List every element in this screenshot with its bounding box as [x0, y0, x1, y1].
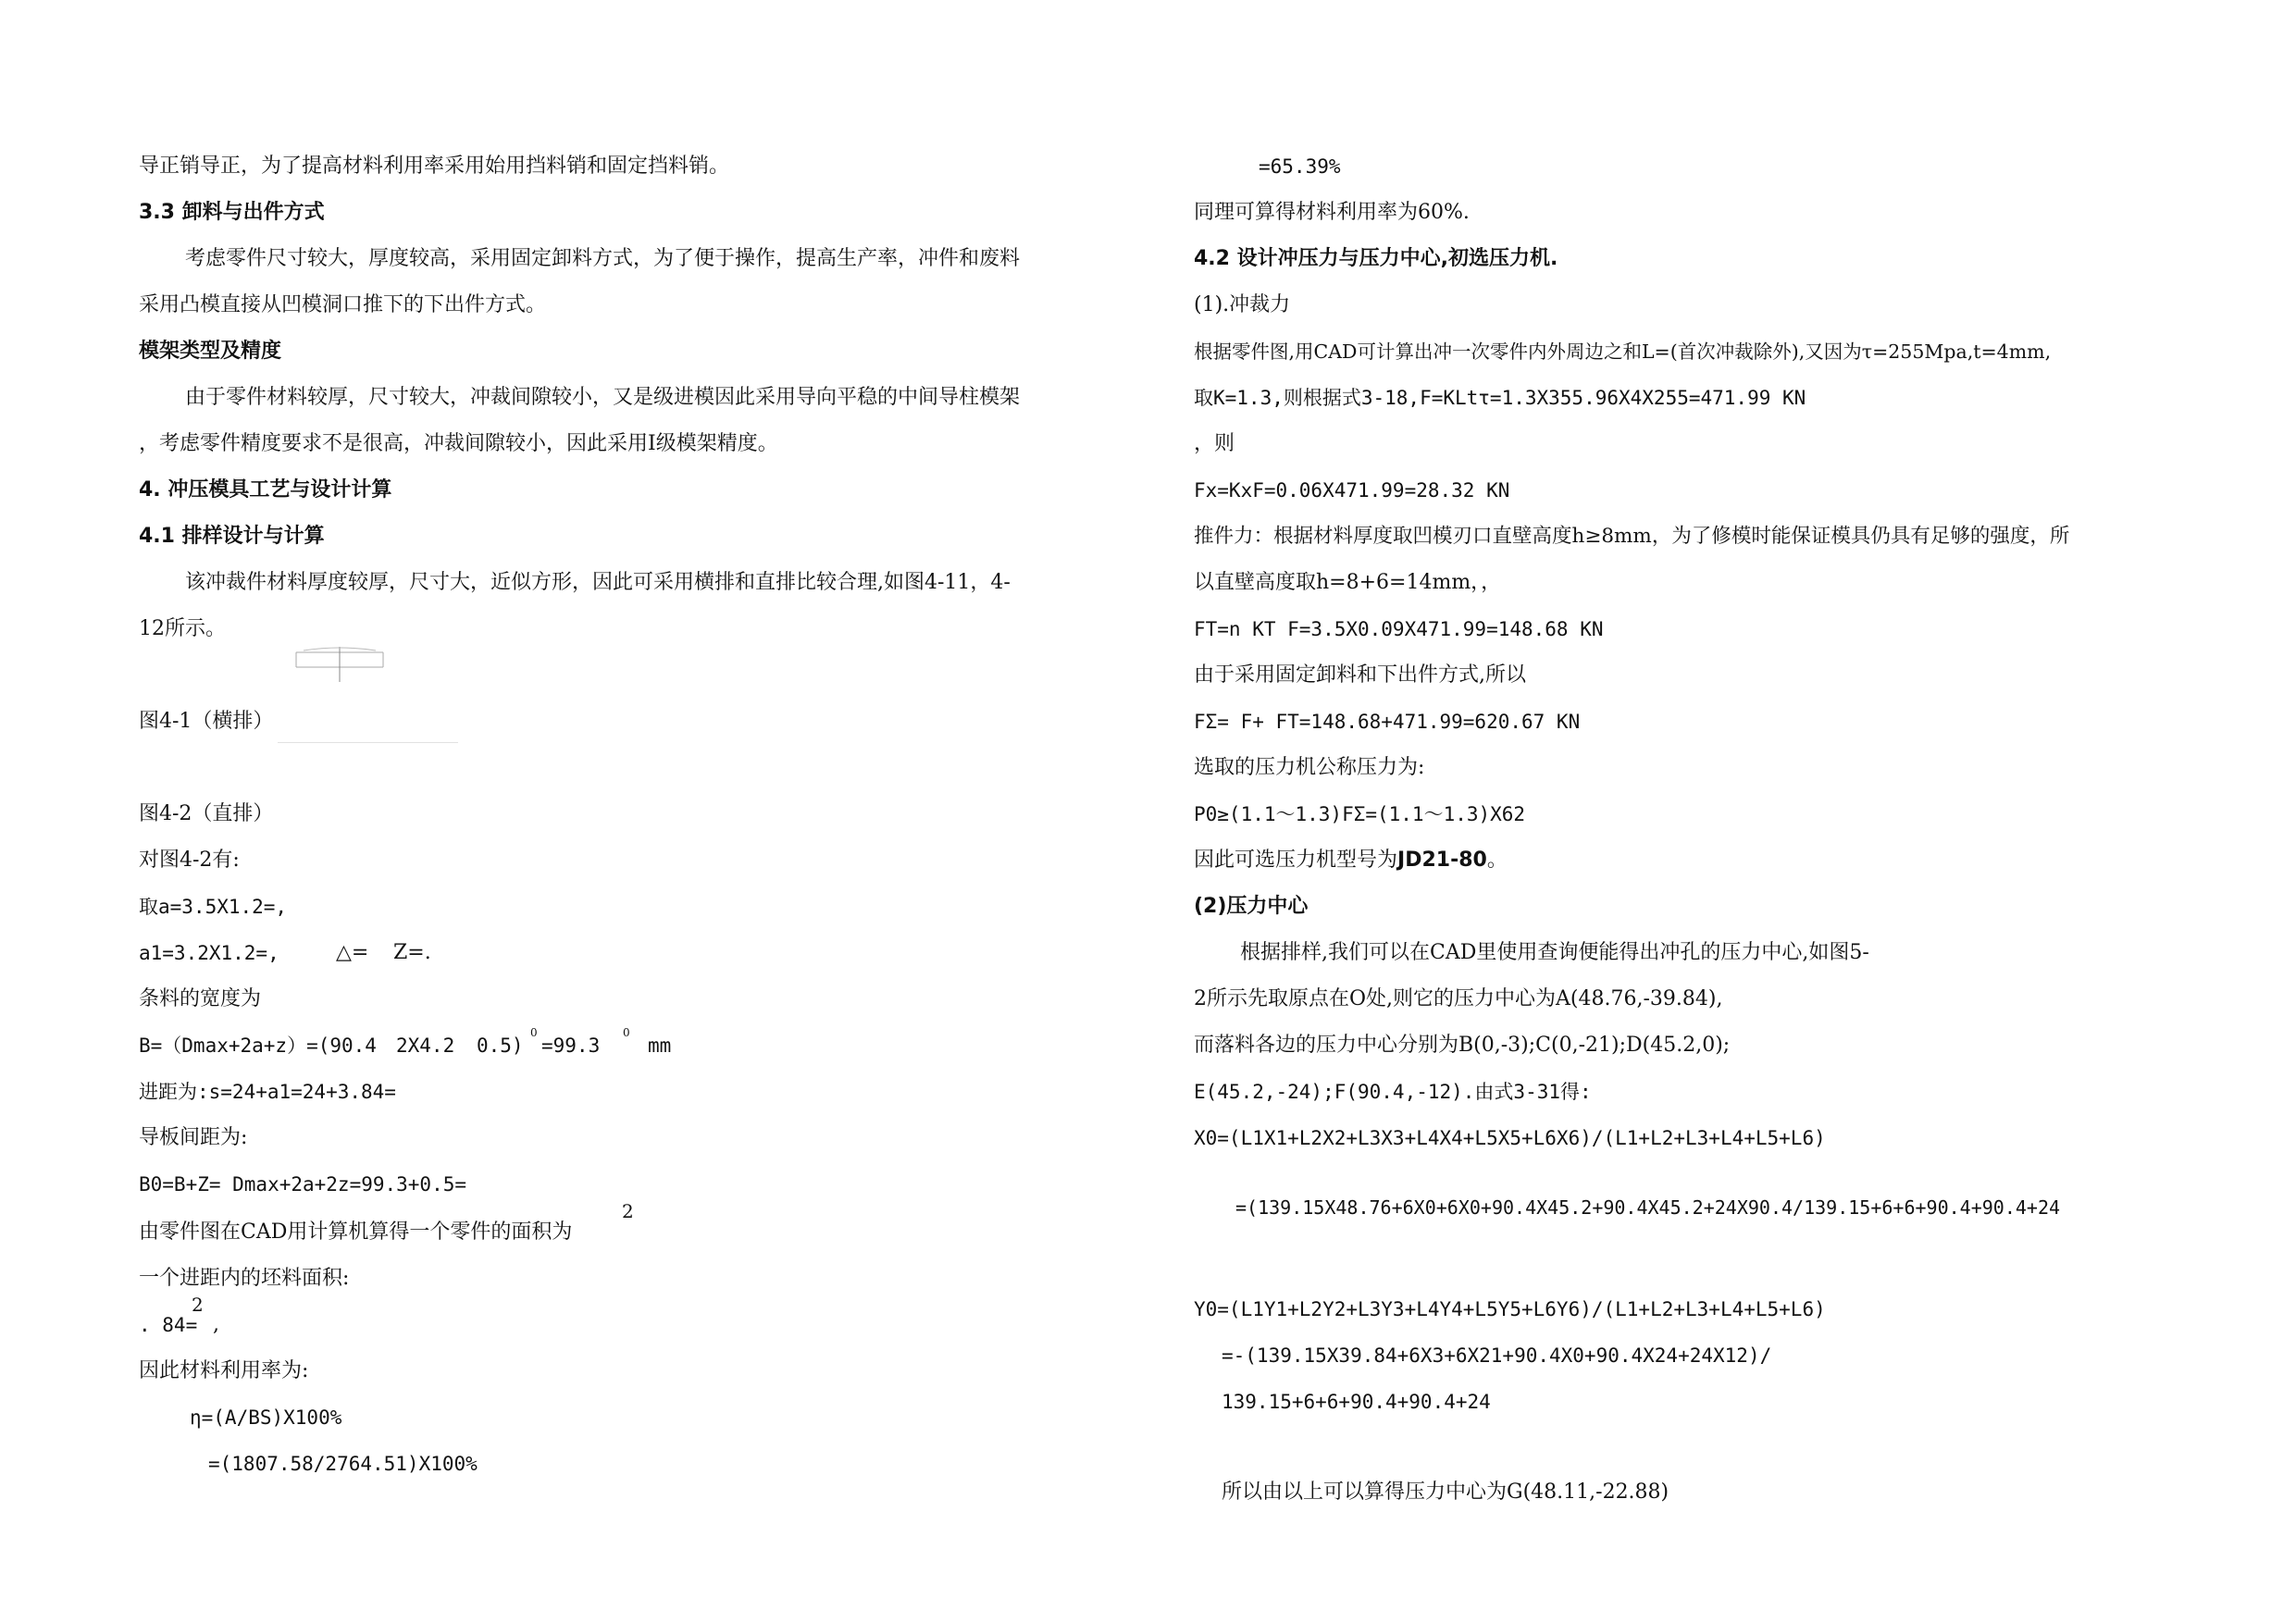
calc-line: =99.3 — [541, 1035, 601, 1057]
calc-line: B0=B+Z= Dmax+2a+2z=99.3+0.5= — [139, 1173, 467, 1196]
calc-line: mm — [648, 1035, 672, 1057]
calc-line: =(139.15X48.76+6X0+6X0+90.4X45.2+90.4X45.2+24X90.4/139.15+6+6+90.4+90.4+24 — [1235, 1196, 2061, 1219]
paragraph-line: 12所示。 — [139, 617, 226, 640]
paragraph-line: 推件力：根据材料厚度取凹模刃口直壁高度h≥8mm，为了修模时能保证模具仍具有足够的强度，所 — [1194, 525, 2070, 548]
calc-line: Y0=(L1Y1+L2Y2+L3Y3+L4Y4+L5Y5+L6Y6)/(L1+L2+L3+L4+L5+L6) — [1194, 1298, 1826, 1320]
paragraph-line: 同理可算得材料利用率为60%. — [1194, 201, 1470, 224]
superscript: 0 — [530, 1026, 538, 1039]
paragraph-line: 导正销导正，为了提高材料利用率采用始用挡料销和固定挡料销。 — [139, 155, 730, 178]
paragraph-line: 以直壁高度取h=8+6=14mm，， — [1194, 571, 1502, 594]
calc-line: 取K=1.3,则根据式3-18,F=KLtτ=1.3X355.96X4X255=471.99 KN — [1194, 387, 1806, 409]
calc-line: Z=. — [393, 941, 431, 964]
calc-line: B=（Dmax+2a+z）=(90.4 — [139, 1035, 377, 1057]
calc-line: FT=n KT F=3.5X0.09X471.99=148.68 KN — [1194, 618, 1604, 640]
calc-line: 0.5) — [477, 1035, 524, 1057]
calc-line: 取a=3.5X1.2=, — [139, 896, 288, 918]
calc-line: X0=(L1X1+L2X2+L3X3+L4X4+L5X5+L6X6)/(L1+L2+L3+L4+L5+L6) — [1194, 1127, 1826, 1149]
superscript: 2 — [622, 1200, 634, 1222]
paragraph-line: 根据排样,我们可以在CAD里使用查询便能得出冲孔的压力中心,如图5- — [1240, 941, 1869, 964]
paragraph-line: 2所示先取原点在O处,则它的压力中心为A(48.76,-39.84), — [1194, 987, 1723, 1010]
calc-line: 由零件图在CAD用计算机算得一个零件的面积为 — [139, 1220, 573, 1244]
calc-line: E(45.2,-24);F(90.4,-12).由式3-31得: — [1194, 1081, 1592, 1103]
superscript: 0 — [623, 1026, 630, 1039]
paragraph-line: 考虑零件尺寸较大，厚度较高，采用固定卸料方式，为了便于操作，提高生产率，冲件和废料 — [185, 247, 1021, 270]
paragraph-text: 。 — [1486, 849, 1508, 872]
paragraph-line: ，则 — [1194, 432, 1235, 455]
calc-line: △= — [336, 941, 369, 964]
figure-caption: 图4-2（直排） — [139, 802, 274, 825]
calc-line: FΣ= F+ FT=148.68+471.99=620.67 KN — [1194, 711, 1581, 733]
paragraph-line: 所以由以上可以算得压力中心为G(48.11,-22.88) — [1222, 1481, 1669, 1504]
calc-line: η=(A/BS)X100% — [190, 1406, 342, 1429]
calc-line: 导板间距为: — [139, 1126, 248, 1149]
paragraph-line: 选取的压力机公称压力为: — [1194, 756, 1425, 779]
calc-line: 一个进距内的坯料面积: — [139, 1267, 350, 1290]
paragraph-line: (1).冲裁力 — [1194, 293, 1291, 316]
calc-line: 2X4.2 — [396, 1035, 455, 1057]
calc-line: 因此材料利用率为: — [139, 1359, 309, 1382]
section-heading-3-3: 3.3 卸料与出件方式 — [139, 201, 325, 224]
layout-figure-sketch — [294, 643, 387, 685]
section-heading-4: 4. 冲压模具工艺与设计计算 — [139, 478, 392, 502]
calc-line: 对图4-2有: — [139, 849, 240, 872]
paragraph-line: 由于采用固定卸料和下出件方式,所以 — [1194, 663, 1526, 687]
paragraph-text: 因此可选压力机型号为 — [1194, 849, 1398, 872]
press-model: JD21-80 — [1397, 849, 1487, 872]
calc-line: P0≥(1.1～1.3)FΣ=(1.1～1.3)X62 — [1194, 803, 1526, 825]
paragraph-line: ，考虑零件精度要求不是很高，冲裁间隙较小，因此采用Ⅰ级模架精度。 — [139, 432, 778, 455]
calc-line: =(1807.58/2764.51)X100% — [208, 1453, 478, 1475]
section-heading-4-1: 4.1 排样设计与计算 — [139, 525, 325, 548]
calc-line: . 84= — [139, 1314, 198, 1336]
calc-line: 进距为:s=24+a1=24+3.84= — [139, 1081, 396, 1103]
figure-divider — [278, 742, 458, 743]
paragraph-line: 根据零件图,用CAD可计算出冲一次零件内外周边之和L=(首次冲裁除外),又因为τ=255Mpa,t=4mm, — [1194, 341, 2052, 363]
calc-line: =-(139.15X39.84+6X3+6X21+90.4X0+90.4X24+24X12)/ — [1222, 1344, 1772, 1367]
paragraph-line: 该冲裁件材料厚度较厚，尺寸大，近似方形，因此可采用横排和直排比较合理,如图4-11，4- — [185, 571, 1011, 594]
section-heading-pressure-center: (2)压力中心 — [1194, 895, 1309, 918]
paragraph-line — [1194, 847, 1508, 874]
paragraph-line: 采用凸模直接从凹模洞口推下的下出件方式。 — [139, 293, 547, 316]
paragraph-line: 而落料各边的压力中心分别为B(0,-3);C(0,-21);D(45.2,0); — [1194, 1034, 1731, 1057]
superscript: 2 — [192, 1294, 204, 1316]
calc-line: a1=3.2X1.2=, — [139, 942, 279, 964]
calc-line: Fx=KxF=0.06X471.99=28.32 KN — [1194, 479, 1510, 502]
calc-line: 条料的宽度为 — [139, 987, 262, 1010]
calc-line: 139.15+6+6+90.4+90.4+24 — [1222, 1391, 1491, 1413]
section-heading-4-2: 4.2 设计冲压力与压力中心,初选压力机. — [1194, 247, 1558, 270]
calc-line: , — [213, 1313, 219, 1336]
paragraph-line: 由于零件材料较厚，尺寸较大，冲裁间隙较小，又是级进模因此采用导向平稳的中间导柱模架 — [185, 386, 1021, 409]
figure-caption: 图4-1（横排） — [139, 710, 274, 733]
section-heading-mold-frame: 模架类型及精度 — [139, 340, 282, 363]
calc-line: =65.39% — [1259, 155, 1341, 178]
